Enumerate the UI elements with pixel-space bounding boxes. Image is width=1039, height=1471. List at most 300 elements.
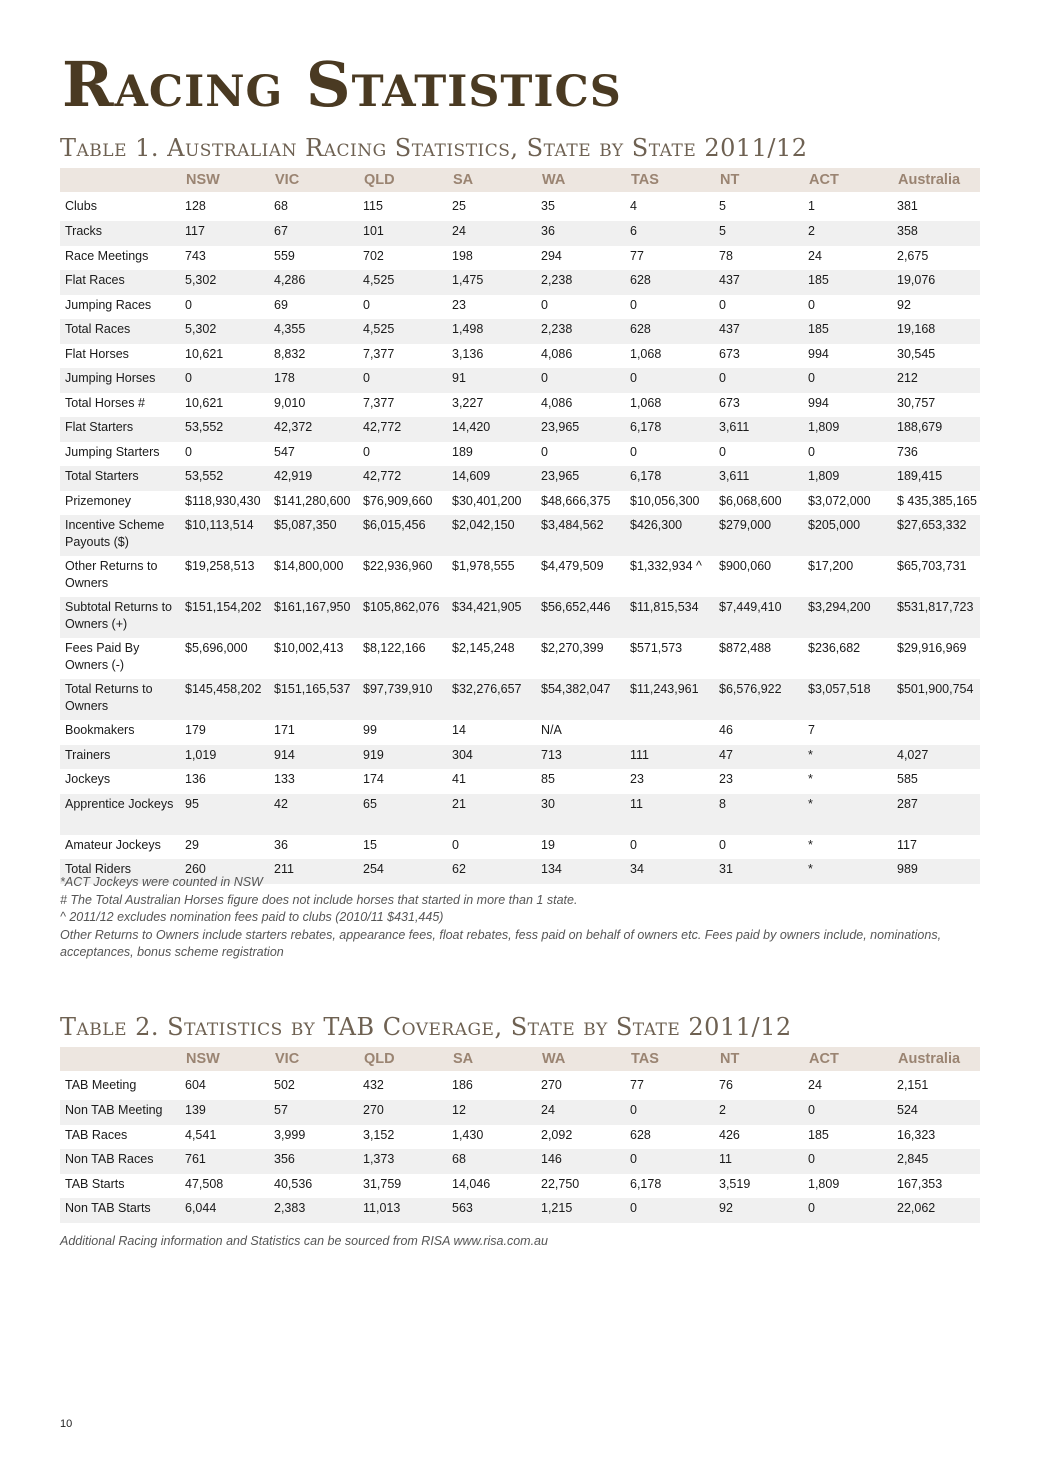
table-cell: $151,154,202: [180, 597, 269, 638]
table-cell: $17,200: [808, 559, 854, 573]
table-cell: 14,420: [447, 417, 536, 442]
table-cell: 0: [452, 837, 459, 852]
table-cell: $10,056,300: [630, 493, 700, 508]
table-cell: 24: [447, 221, 536, 246]
table-cell: *: [808, 772, 813, 786]
table-cell: $ 435,385,165: [897, 493, 977, 508]
table-cell: 69: [274, 297, 288, 312]
table-cell: 57: [269, 1100, 358, 1125]
column-header-australia: Australia: [892, 168, 980, 192]
table-cell: $97,739,910: [358, 679, 447, 720]
table-cell: 91: [447, 368, 536, 393]
table-cell: $145,458,202: [180, 679, 269, 720]
table-cell: 65: [358, 794, 447, 835]
table-cell: $7,449,410: [714, 597, 803, 638]
row-label: Fees Paid By Owners (-): [65, 641, 140, 672]
table-row: [60, 597, 980, 638]
table-cell: 133: [274, 772, 295, 786]
table-cell: 171: [274, 723, 295, 737]
table-cell: 139: [180, 1100, 269, 1125]
row-label: Non TAB Races: [60, 1149, 180, 1174]
table-cell: $48,666,375: [541, 493, 611, 508]
table-cell: 3,227: [452, 395, 484, 410]
table-cell: *: [803, 745, 892, 770]
table-cell: 1,430: [452, 1127, 484, 1142]
table-row: [60, 1198, 980, 1223]
table-cell: 604: [185, 1078, 206, 1092]
table-cell: 198: [452, 248, 473, 263]
table-cell: $54,382,047: [536, 679, 625, 720]
table-cell: 0: [541, 444, 548, 459]
table-row: [60, 442, 980, 467]
table-cell: $426,300: [625, 515, 714, 556]
table-cell: 16,323: [897, 1127, 936, 1142]
table-cell: 2,238: [536, 270, 625, 295]
table-cell: 14: [452, 723, 466, 737]
table-row: [60, 192, 980, 221]
table-cell: $29,916,969: [897, 641, 967, 655]
table-cell: 30,757: [897, 395, 936, 410]
table-cell: $6,068,600: [719, 493, 782, 508]
table-row: [60, 638, 980, 679]
table-cell: 1,809: [803, 466, 892, 491]
table-cell: 12: [447, 1100, 536, 1125]
table-cell: 24: [536, 1100, 625, 1125]
table2-body: [60, 1071, 980, 1223]
table-cell: $531,817,723: [892, 597, 980, 638]
table-cell: 356: [269, 1149, 358, 1174]
table-cell: 702: [363, 248, 384, 263]
table-cell: 0: [630, 444, 637, 459]
table-cell: 0: [803, 368, 892, 393]
table-row: [60, 344, 980, 369]
table-cell: 761: [180, 1149, 269, 1174]
table-cell: $5,087,350: [269, 515, 358, 556]
table-cell: $118,930,430: [185, 493, 261, 508]
table-cell: 7,377: [363, 346, 395, 361]
table-cell: 0: [180, 368, 269, 393]
table-row: [60, 295, 980, 320]
table-cell: 287: [892, 794, 980, 835]
table-cell: 76: [719, 1078, 733, 1092]
table-cell: 23: [452, 297, 466, 312]
row-label: Total Starters: [60, 466, 180, 491]
table-cell: 0: [714, 368, 803, 393]
table-cell: 0: [541, 297, 548, 312]
row-label: Apprentice Jockeys: [60, 794, 180, 835]
table-cell: 2,238: [536, 319, 625, 344]
table-cell: 914: [269, 745, 358, 770]
table-cell: 381: [897, 199, 918, 213]
table-cell: 179: [185, 723, 206, 737]
table-cell: 673: [719, 346, 740, 361]
table-row: [60, 1174, 980, 1199]
table-cell: 1,068: [630, 395, 662, 410]
table-cell: $56,652,446: [536, 597, 625, 638]
table-cell: $10,113,514: [180, 515, 269, 556]
table-cell: 2,092: [541, 1127, 573, 1142]
table-cell: 11: [625, 794, 714, 835]
table-cell: 24: [808, 1078, 822, 1092]
table-cell: 437: [714, 270, 803, 295]
table-cell: 1,373: [358, 1149, 447, 1174]
table1-heading: Table 1. Australian Racing Statistics, State by State 2011/12: [60, 134, 808, 162]
table-cell: $5,696,000: [185, 641, 248, 655]
table-cell: 6,178: [625, 417, 714, 442]
table-cell: $2,145,248: [452, 641, 515, 655]
table-row: [60, 794, 980, 835]
table-cell: 4,541: [185, 1127, 217, 1142]
table-cell: 117: [180, 221, 269, 246]
table-cell: 0: [185, 444, 192, 459]
table-cell: 994: [808, 395, 829, 410]
table-cell: 0: [363, 297, 370, 312]
table-cell: 30: [536, 794, 625, 835]
table-cell: $3,057,518: [803, 679, 892, 720]
table-cell: 1,498: [447, 319, 536, 344]
table-cell: 4,086: [541, 395, 573, 410]
table-cell: 5,302: [180, 270, 269, 295]
table-cell: 736: [897, 444, 918, 459]
table-cell: 189,415: [892, 466, 980, 491]
table-cell: 0: [625, 1198, 714, 1223]
row-label: Bookmakers: [65, 723, 135, 737]
column-header-vic: VIC: [269, 168, 358, 192]
table-cell: 128: [185, 199, 206, 213]
table-cell: 426: [719, 1127, 740, 1142]
row-label: Other Returns to Owners: [65, 559, 158, 590]
row-label: Jumping Races: [65, 297, 152, 312]
table-cell: 2: [803, 221, 892, 246]
column-header-australia: Australia: [892, 1047, 980, 1071]
table-cell: 1,215: [536, 1198, 625, 1223]
table-cell: $27,653,332: [892, 515, 980, 556]
table-cell: 2: [714, 1100, 803, 1125]
table-cell: 42,772: [358, 466, 447, 491]
row-label: Flat Horses: [65, 346, 129, 361]
table-cell: 0: [808, 444, 815, 459]
table-cell: 42,772: [358, 417, 447, 442]
table-cell: 6,044: [180, 1198, 269, 1223]
table-cell: 2,383: [269, 1198, 358, 1223]
column-header-act: ACT: [803, 168, 892, 192]
table1-header-row: [60, 168, 980, 192]
table-cell: 186: [452, 1078, 473, 1092]
table-cell: 4,027: [892, 745, 980, 770]
table-cell: 23,965: [536, 417, 625, 442]
note-nomination-fees: ^ 2011/12 excludes nomination fees paid to clubs (2010/11 $431,445): [60, 910, 444, 924]
table-cell: 5: [714, 221, 803, 246]
table-cell: 585: [897, 772, 918, 786]
table-row: [60, 221, 980, 246]
header-cell-blank: [60, 168, 180, 192]
table-cell: $105,862,076: [358, 597, 447, 638]
table-cell: 1,475: [447, 270, 536, 295]
table-cell: 7,377: [363, 395, 395, 410]
table-cell: 628: [625, 270, 714, 295]
table-cell: 92: [714, 1198, 803, 1223]
table-cell: 0: [803, 1149, 892, 1174]
table-cell: 167,353: [897, 1176, 943, 1191]
table-cell: 2,845: [892, 1149, 980, 1174]
table-cell: 146: [536, 1149, 625, 1174]
table-cell: 994: [808, 346, 829, 361]
table-cell: 21: [447, 794, 536, 835]
table-cell: 304: [447, 745, 536, 770]
table-cell: 7: [808, 723, 815, 737]
row-label: TAB Meeting: [65, 1078, 137, 1092]
table-cell: 4: [630, 199, 637, 213]
table-row: [60, 319, 980, 344]
table1-notes: [60, 874, 960, 962]
table-cell: 117: [897, 837, 917, 852]
table-cell: $161,167,950: [269, 597, 358, 638]
table-cell: 174: [363, 772, 384, 786]
table-cell: 31: [714, 859, 803, 884]
table-row: [60, 720, 980, 745]
table-cell: 24: [808, 248, 822, 263]
column-header-nt: NT: [714, 1047, 803, 1071]
row-label: Flat Races: [60, 270, 180, 295]
table-cell: $3,484,562: [536, 515, 625, 556]
note-total-horses: # The Total Australian Horses figure does not include horses that started in more than 1 state.: [60, 892, 578, 907]
table-cell: 0: [625, 1100, 714, 1125]
table-row: [60, 835, 980, 860]
table-cell: 5: [719, 199, 726, 213]
table-cell: 437: [714, 319, 803, 344]
table-row: [60, 1149, 980, 1174]
column-header-wa: WA: [536, 168, 625, 192]
table-cell: 212: [892, 368, 980, 393]
table-row: [60, 246, 980, 271]
table-row: [60, 417, 980, 442]
table-cell: *: [803, 859, 892, 884]
table2-header-row: [60, 1047, 980, 1071]
table-cell: 22,750: [541, 1176, 580, 1191]
table-cell: 25: [452, 199, 466, 213]
table-cell: 92: [897, 297, 911, 312]
table-cell: $279,000: [714, 515, 803, 556]
table-cell: 1: [808, 199, 815, 213]
table-cell: 673: [719, 395, 740, 410]
table-cell: 77: [630, 248, 644, 263]
table-cell: 3,519: [719, 1176, 751, 1191]
table-cell: 0: [536, 368, 625, 393]
table1-racing-statistics: [60, 168, 980, 884]
row-label: Subtotal Returns to Owners (+): [60, 597, 180, 638]
table-cell: 559: [274, 248, 295, 263]
table-cell: 22,062: [892, 1198, 980, 1223]
row-label: Clubs: [65, 199, 97, 213]
table-cell: 0: [719, 837, 726, 852]
table-cell: $501,900,754: [892, 679, 980, 720]
row-label: Race Meetings: [65, 248, 149, 263]
row-label: Non TAB Meeting: [60, 1100, 180, 1125]
table-row: [60, 393, 980, 418]
row-label: Incentive Scheme Payouts ($): [60, 515, 180, 556]
table-cell: 502: [274, 1078, 295, 1092]
table-cell: $205,000: [803, 515, 892, 556]
table-cell: 3,611: [714, 466, 803, 491]
table-cell: 10,621: [185, 346, 224, 361]
row-label: Amateur Jockeys: [65, 837, 161, 852]
table-cell: 10,621: [185, 395, 224, 410]
table-cell: 185: [803, 319, 892, 344]
row-label: Total Horses #: [65, 395, 145, 410]
table-cell: 1,809: [803, 417, 892, 442]
table-row: [60, 679, 980, 720]
table-cell: 46: [719, 723, 733, 737]
table-cell: 270: [541, 1078, 562, 1092]
table-cell: $6,576,922: [714, 679, 803, 720]
table-cell: 0: [808, 297, 815, 312]
table-cell: $22,936,960: [363, 559, 433, 573]
table-cell: 8,832: [274, 346, 306, 361]
table-cell: 111: [625, 745, 714, 770]
table-cell: 53,552: [180, 417, 269, 442]
table-cell: 29: [185, 837, 199, 852]
table-cell: 4,286: [269, 270, 358, 295]
table-row: [60, 556, 980, 597]
table-cell: 8: [714, 794, 803, 835]
column-header-sa: SA: [447, 168, 536, 192]
note-act-jockeys: *ACT Jockeys were counted in NSW: [60, 875, 263, 889]
table-row: [60, 466, 980, 491]
column-header-wa: WA: [536, 1047, 625, 1071]
table-cell: 19: [541, 837, 555, 852]
table-cell: 0: [630, 297, 637, 312]
table-cell: 14,609: [447, 466, 536, 491]
risa-source-note: Additional Racing information and Statistics can be sourced from RISA www.risa.com.au: [60, 1234, 548, 1248]
table-cell: $19,258,513: [185, 559, 255, 573]
column-header-nt: NT: [714, 168, 803, 192]
table-cell: $4,479,509: [541, 559, 604, 573]
row-label: Tracks: [60, 221, 180, 246]
table-cell: 270: [358, 1100, 447, 1125]
table-cell: 42,372: [269, 417, 358, 442]
table-cell: 628: [630, 1127, 651, 1142]
row-label: Non TAB Starts: [60, 1198, 180, 1223]
page-number: 10: [60, 1418, 73, 1430]
table-row: [60, 745, 980, 770]
table-cell: 1,809: [808, 1176, 840, 1191]
table-cell: 47,508: [185, 1176, 224, 1191]
column-header-nsw: NSW: [180, 168, 269, 192]
table-cell: $571,573: [630, 641, 683, 655]
table-cell: 1,019: [180, 745, 269, 770]
table-cell: 42: [269, 794, 358, 835]
table-cell: 185: [808, 1127, 829, 1142]
table-cell: 919: [358, 745, 447, 770]
table-cell: $3,072,000: [808, 493, 871, 508]
table-cell: 3,999: [274, 1127, 306, 1142]
page-title: Racing Statistics: [62, 48, 622, 121]
table-cell: $30,401,200: [452, 493, 522, 508]
table-cell: $1,978,555: [452, 559, 515, 573]
table-cell: 5,302: [180, 319, 269, 344]
table-cell: 3,152: [363, 1127, 395, 1142]
row-label: Jockeys: [65, 772, 111, 786]
table-cell: 34: [625, 859, 714, 884]
column-header-act: ACT: [803, 1047, 892, 1071]
table-cell: 547: [274, 444, 295, 459]
table-row: [60, 1071, 980, 1100]
row-label: TAB Starts: [65, 1176, 125, 1191]
column-header-sa: SA: [447, 1047, 536, 1071]
table-row: [60, 270, 980, 295]
table-cell: 0: [358, 368, 447, 393]
table-cell: 67: [269, 221, 358, 246]
table-cell: 1,068: [630, 346, 662, 361]
table-cell: 53,552: [180, 466, 269, 491]
table-cell: $141,280,600: [274, 493, 351, 508]
table-cell: 989: [892, 859, 980, 884]
table-cell: 188,679: [892, 417, 980, 442]
table-cell: 77: [630, 1078, 644, 1092]
table-cell: 47: [714, 745, 803, 770]
table-cell: 4,525: [358, 270, 447, 295]
table-cell: 3,611: [714, 417, 803, 442]
table-cell: 260: [180, 859, 269, 884]
table-cell: 0: [625, 1149, 714, 1174]
table-cell: 40,536: [274, 1176, 313, 1191]
row-label: Trainers: [60, 745, 180, 770]
table-cell: $900,060: [719, 559, 772, 573]
table2-heading: Table 2. Statistics by TAB Coverage, State by State 2011/12: [60, 1013, 792, 1041]
table-cell: $2,270,399: [541, 641, 604, 655]
table-cell: 23: [630, 772, 644, 786]
table-row: [60, 515, 980, 556]
table-cell: 11,013: [358, 1198, 447, 1223]
table-cell: $11,815,534: [625, 597, 714, 638]
table-cell: 101: [358, 221, 447, 246]
table-cell: 6: [625, 221, 714, 246]
table-cell: 254: [358, 859, 447, 884]
row-label: Total Races: [60, 319, 180, 344]
table-cell: 9,010: [274, 395, 306, 410]
table-cell: 23: [719, 772, 733, 786]
table-cell: 78: [719, 248, 733, 263]
table-cell: 2,151: [897, 1078, 929, 1092]
table-cell: 0: [625, 368, 714, 393]
table-cell: $1,332,934 ^: [630, 559, 702, 573]
table-cell: 2,675: [897, 248, 929, 263]
table-cell: [892, 720, 980, 745]
row-label: Jumping Horses: [60, 368, 180, 393]
table-cell: 42,919: [269, 466, 358, 491]
table-cell: $8,122,166: [363, 641, 426, 655]
table-cell: 0: [719, 297, 726, 312]
table-cell: $32,276,657: [447, 679, 536, 720]
table-cell: $10,002,413: [274, 641, 344, 655]
table-cell: 134: [536, 859, 625, 884]
table-cell: $14,800,000: [274, 559, 344, 573]
table-cell: $34,421,905: [447, 597, 536, 638]
table-cell: 743: [185, 248, 206, 263]
table-cell: 524: [892, 1100, 980, 1125]
table-cell: $236,682: [808, 641, 861, 655]
table-cell: $872,488: [719, 641, 772, 655]
table-cell: 563: [447, 1198, 536, 1223]
table-cell: 41: [452, 772, 466, 786]
table-cell: 0: [719, 444, 726, 459]
table-cell: 0: [363, 444, 370, 459]
table-cell: 178: [269, 368, 358, 393]
table-cell: 30,545: [897, 346, 936, 361]
table-cell: 99: [363, 723, 377, 737]
table-cell: *: [803, 794, 892, 835]
row-label: Flat Starters: [60, 417, 180, 442]
